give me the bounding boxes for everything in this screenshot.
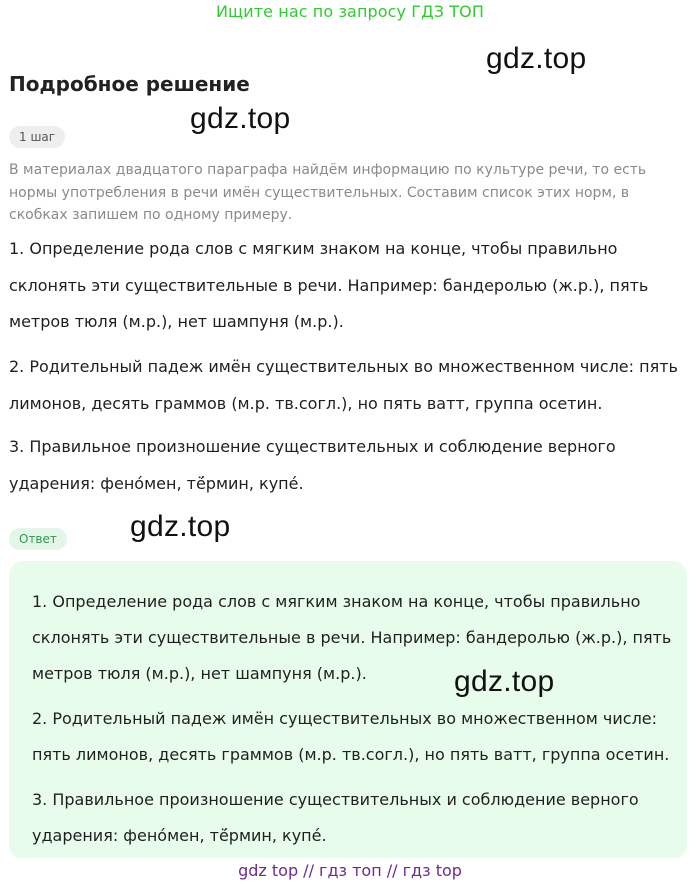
watermark: gdz.top [130, 510, 231, 543]
solution-item: 3. Правильное произношение существительных и соблюдение верного ударения: фено́мен, тё́рмин, купе́. [9, 437, 616, 493]
step-badge: 1 шаг [9, 126, 65, 148]
solution-item: 2. Родительный падеж имён существительных во множественном числе: пять лимонов, десять граммов (м.р. тв.согл.), но пять ватт, группа осетин. [9, 357, 678, 413]
watermark: gdz.top [454, 665, 555, 698]
page-title: Подробное решение [9, 72, 250, 96]
search-hint-banner: Ищите нас по запросу ГДЗ ТОП [215, 2, 485, 21]
solution-item: 1. Определение рода слов с мягким знаком на конце, чтобы правильно склонять эти существительные в речи. Например: бандеролью (ж.р.), пять метров тюля (м.р.), нет шампуня (м.р.). [9, 239, 649, 331]
answer-item: 2. Родительный падеж имён существительных во множественном числе: пять лимонов, десять граммов (м.р. тв.согл.), но пять ватт, группа осетин. [32, 709, 670, 764]
watermark: gdz.top [486, 42, 587, 75]
watermark: gdz.top [190, 102, 291, 135]
step-intro-text: В материалах двадцатого параграфа найдём информацию по культуре речи, то есть нормы употребления в речи имён существительных. Составим список этих норм, в скобках запишем по одному примеру. [9, 162, 647, 223]
footer-watermark: gdz top // гдз топ // гдз top [0, 858, 700, 884]
answer-item: 1. Определение рода слов с мягким знаком на конце, чтобы правильно склонять эти существительные в речи. Например: бандеролью (ж.р.), пять метров тюля (м.р.), нет шампуня (м.р.). [32, 592, 672, 683]
answer-badge: Ответ [9, 528, 67, 550]
answer-item: 3. Правильное произношение существительных и соблюдение верного ударения: фено́мен, тё́рмин, купе́. [32, 790, 639, 845]
